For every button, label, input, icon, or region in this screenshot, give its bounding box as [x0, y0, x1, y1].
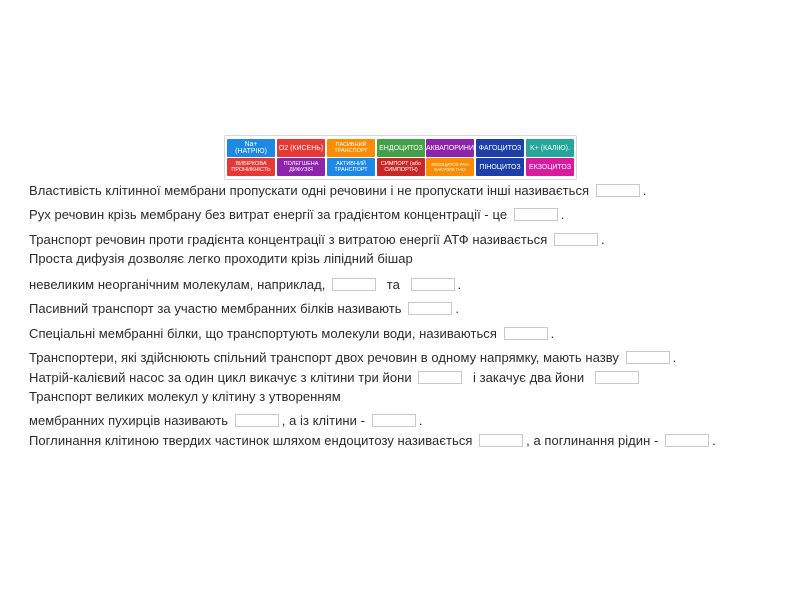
- tile-active-transport[interactable]: АКТИВНИЙ ТРАНСПОРТ: [327, 158, 375, 176]
- sentence-8: [29, 349, 676, 367]
- punctuation: .: [418, 413, 423, 428]
- sentence-text: Поглинання клітиною твердих частинок шляхом ендоцитозу називається: [29, 433, 473, 448]
- sentence-text: невеликим неорганічним молекулам, наприклад,: [29, 277, 326, 292]
- tile-selective-permeability[interactable]: ВИБІРКОВА ПРОНИКНІСТЬ: [227, 158, 275, 176]
- sentence-text: мембранних пухирців називають: [29, 413, 229, 428]
- sentence-5: [29, 276, 461, 294]
- sentence-4: [29, 250, 413, 268]
- answer-slot[interactable]: [595, 371, 639, 384]
- tile-exocytosis[interactable]: ЕКЗОЦИТОЗ: [526, 158, 574, 176]
- sentence-text: і закачує два йони: [473, 370, 585, 385]
- sentence-text: , а поглинання рідин -: [526, 433, 659, 448]
- sentence-12: [29, 432, 716, 450]
- punctuation: .: [712, 433, 716, 448]
- tile-facilitated-diffusion[interactable]: ПОЛЕГШЕНА ДИФУЗІЯ: [277, 158, 325, 176]
- tile-passive-transport[interactable]: ПАСИВНИЙ ТРАНСПОРТ: [327, 139, 375, 157]
- sentence-text: Транспорт речовин проти градієнта концентрації з витратою енергії АТФ називається: [29, 232, 548, 247]
- punctuation: .: [560, 207, 565, 222]
- sentence-10: [29, 388, 341, 406]
- tile-o2[interactable]: O2 (КИСЕНЬ): [277, 139, 325, 157]
- sentence-text: Пасивний транспорт за участю мембранних білків називають: [29, 301, 402, 316]
- answer-slot[interactable]: [372, 414, 416, 427]
- answer-slot[interactable]: [479, 434, 523, 447]
- sentence-text: Проста дифузія дозволяє легко проходити крізь ліпідний бішар: [29, 251, 413, 266]
- answer-slot[interactable]: [514, 208, 558, 221]
- sentence-text: Натрій-калієвий насос за один цикл викачує з клітини три йони: [29, 370, 412, 385]
- punctuation: .: [455, 301, 459, 316]
- punctuation: .: [600, 232, 605, 247]
- sentence-text: Властивість клітинної мембрани пропускати одні речовини і не пропускати інші називається: [29, 183, 590, 198]
- sentence-text: Рух речовин крізь мембрану без витрат енергії за градієнтом концентрації - це: [29, 207, 508, 222]
- answer-slot[interactable]: [554, 233, 598, 246]
- answer-slot[interactable]: [418, 371, 462, 384]
- answer-slot[interactable]: [626, 351, 670, 364]
- sentence-7: [29, 325, 554, 343]
- sentence-text: та: [386, 277, 400, 292]
- punctuation: .: [672, 350, 677, 365]
- tile-symport[interactable]: СИМПОРТ (або СИМПОРТН): [377, 158, 425, 176]
- tile-aquaporins[interactable]: АКВАПОРИНИ: [426, 139, 474, 157]
- tile-exocytosis-small[interactable]: ЕКЗОЦИТОЗ РАН ВАКУОЛЕ ПАО: [426, 158, 474, 176]
- punctuation: .: [457, 277, 462, 292]
- sentence-text: , а із клітини -: [281, 413, 366, 428]
- tile-pinocytosis[interactable]: ПІНОЦИТОЗ: [476, 158, 524, 176]
- punctuation: .: [550, 326, 555, 341]
- sentence-2: [29, 206, 564, 224]
- tile-phagocytosis[interactable]: ФАГОЦИТОЗ: [476, 139, 524, 157]
- answer-slot[interactable]: [408, 302, 452, 315]
- sentence-text: Спеціальні мембранні білки, що транспортують молекули води, називаються: [29, 326, 497, 341]
- answer-slot[interactable]: [411, 278, 455, 291]
- tile-na[interactable]: Na+ (НАТРІЮ): [227, 139, 275, 157]
- punctuation: .: [642, 183, 647, 198]
- answer-slot[interactable]: [665, 434, 709, 447]
- answer-slot[interactable]: [504, 327, 548, 340]
- sentence-1: [29, 182, 646, 200]
- answer-slot[interactable]: [596, 184, 640, 197]
- sentence-text: Транспорт великих молекул у клітину з утворенням: [29, 389, 341, 404]
- answer-slot[interactable]: [332, 278, 376, 291]
- word-bank: [224, 135, 577, 180]
- sentence-6: [29, 300, 459, 318]
- sentence-text: Транспортери, які здійснюють спільний транспорт двох речовин в одному напрямку, мають назву: [29, 350, 619, 365]
- tile-k[interactable]: K+ (КАЛІЮ).: [526, 139, 574, 157]
- sentence-3: [29, 231, 605, 249]
- answer-slot[interactable]: [235, 414, 279, 427]
- sentence-11: [29, 412, 422, 430]
- sentence-9: [29, 369, 642, 387]
- tile-endocytosis[interactable]: ЕНДОЦИТОЗ: [377, 139, 425, 157]
